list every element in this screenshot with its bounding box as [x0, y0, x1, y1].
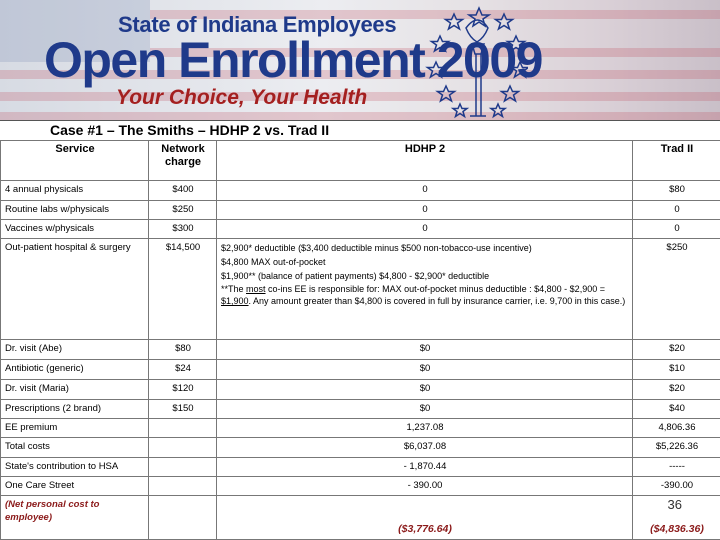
cell-trad: -----	[633, 458, 720, 477]
cell-network: $150	[149, 400, 217, 419]
table-row	[1, 181, 720, 201]
cell-network	[149, 496, 217, 540]
banner-line-3: Your Choice, Your Health	[116, 86, 368, 109]
cell-service: EE premium	[1, 419, 149, 438]
cell-hdhp: $0	[217, 340, 633, 360]
cost-comparison-table	[0, 140, 720, 540]
header-service: Service	[1, 141, 149, 181]
cell-service: Antibiotic (generic)	[1, 360, 149, 380]
cell-trad: $80	[633, 181, 720, 201]
cell-trad: $40	[633, 400, 720, 419]
cell-trad: $5,226.36	[633, 438, 720, 458]
cell-trad: -390.00	[633, 477, 720, 496]
cell-service: Dr. visit (Maria)	[1, 380, 149, 400]
torch-stars-icon	[424, 0, 528, 120]
cell-hdhp: $0	[217, 400, 633, 419]
table-row	[1, 201, 720, 220]
banner-line-1: State of Indiana Employees	[118, 12, 397, 37]
cell-network: $300	[149, 220, 217, 239]
net-cost-row	[1, 496, 720, 540]
table-row	[1, 360, 720, 380]
table-row	[1, 340, 720, 360]
cell-trad: 4,806.36	[633, 419, 720, 438]
cell-hdhp: $0	[217, 360, 633, 380]
cell-service: Dr. visit (Abe)	[1, 340, 149, 360]
cell-network: $120	[149, 380, 217, 400]
table-row	[1, 239, 720, 340]
note-line-3: $1,900** (balance of patient payments) $4,800 - $2,900* deductible	[221, 271, 490, 281]
header-banner	[0, 0, 720, 120]
cell-service: Total costs	[1, 438, 149, 458]
cell-service: State's contribution to HSA	[1, 458, 149, 477]
cell-network: $400	[149, 181, 217, 201]
cell-hdhp: $6,037.08	[217, 438, 633, 458]
cell-network	[149, 458, 217, 477]
cell-hdhp: 0	[217, 201, 633, 220]
surgery-note	[217, 239, 633, 340]
table-row	[1, 380, 720, 400]
header-trad: Trad II	[633, 141, 720, 181]
cell-hdhp: 0	[217, 220, 633, 239]
cell-network: $250	[149, 201, 217, 220]
note-line-1: $2,900* deductible ($3,400 deductible minus $500 non-tobacco-use incentive)	[221, 243, 532, 253]
cell-service: Prescriptions (2 brand)	[1, 400, 149, 419]
cell-hdhp: - 390.00	[217, 477, 633, 496]
cell-network	[149, 419, 217, 438]
table-row	[1, 438, 720, 458]
cell-service: 4 annual physicals	[1, 181, 149, 201]
table-row	[1, 400, 720, 419]
table-row	[1, 458, 720, 477]
cell-trad: $20	[633, 380, 720, 400]
cell-hdhp: - 1,870.44	[217, 458, 633, 477]
net-cost-label: (Net personal cost to employee)	[1, 496, 149, 540]
cell-network: $80	[149, 340, 217, 360]
case-title-bar	[0, 120, 720, 141]
table-row	[1, 220, 720, 239]
slide-number: 36	[667, 497, 682, 512]
cell-network: $14,500	[149, 239, 217, 340]
table-header-row	[1, 141, 720, 181]
cell-hdhp: $0	[217, 380, 633, 400]
note-line-4: **The most co-ins EE is responsible for: MAX out-of-pocket minus deductible : $4,800 - $2,900 = $1,900. Any amount greater than $4,800 is covered in full by insurance carrier, i.e. 9,700 in this case.)	[221, 284, 626, 306]
cell-network	[149, 438, 217, 458]
cell-trad: 0	[633, 220, 720, 239]
cell-trad: $20	[633, 340, 720, 360]
header-network-charge: Network charge	[149, 141, 217, 181]
cell-trad: $250	[633, 239, 720, 340]
cell-service: Out-patient hospital & surgery	[1, 239, 149, 340]
net-cost-hdhp: ($3,776.64)	[217, 496, 633, 540]
cell-hdhp: 1,237.08	[217, 419, 633, 438]
cell-trad: 0	[633, 201, 720, 220]
cell-trad: $10	[633, 360, 720, 380]
banner-line-2: Open Enrollment 2009	[44, 32, 542, 88]
header-hdhp: HDHP 2	[217, 141, 633, 181]
cell-hdhp: 0	[217, 181, 633, 201]
table-row	[1, 477, 720, 496]
cell-network	[149, 477, 217, 496]
table-row	[1, 419, 720, 438]
cell-network: $24	[149, 360, 217, 380]
cell-service: Vaccines w/physicals	[1, 220, 149, 239]
net-cost-trad: ($4,836.36)	[633, 496, 720, 540]
cell-service: Routine labs w/physicals	[1, 201, 149, 220]
case-title: Case #1 – The Smiths – HDHP 2 vs. Trad II	[50, 122, 330, 138]
note-line-2: $4,800 MAX out-of-pocket	[221, 257, 326, 267]
cell-service: One Care Street	[1, 477, 149, 496]
